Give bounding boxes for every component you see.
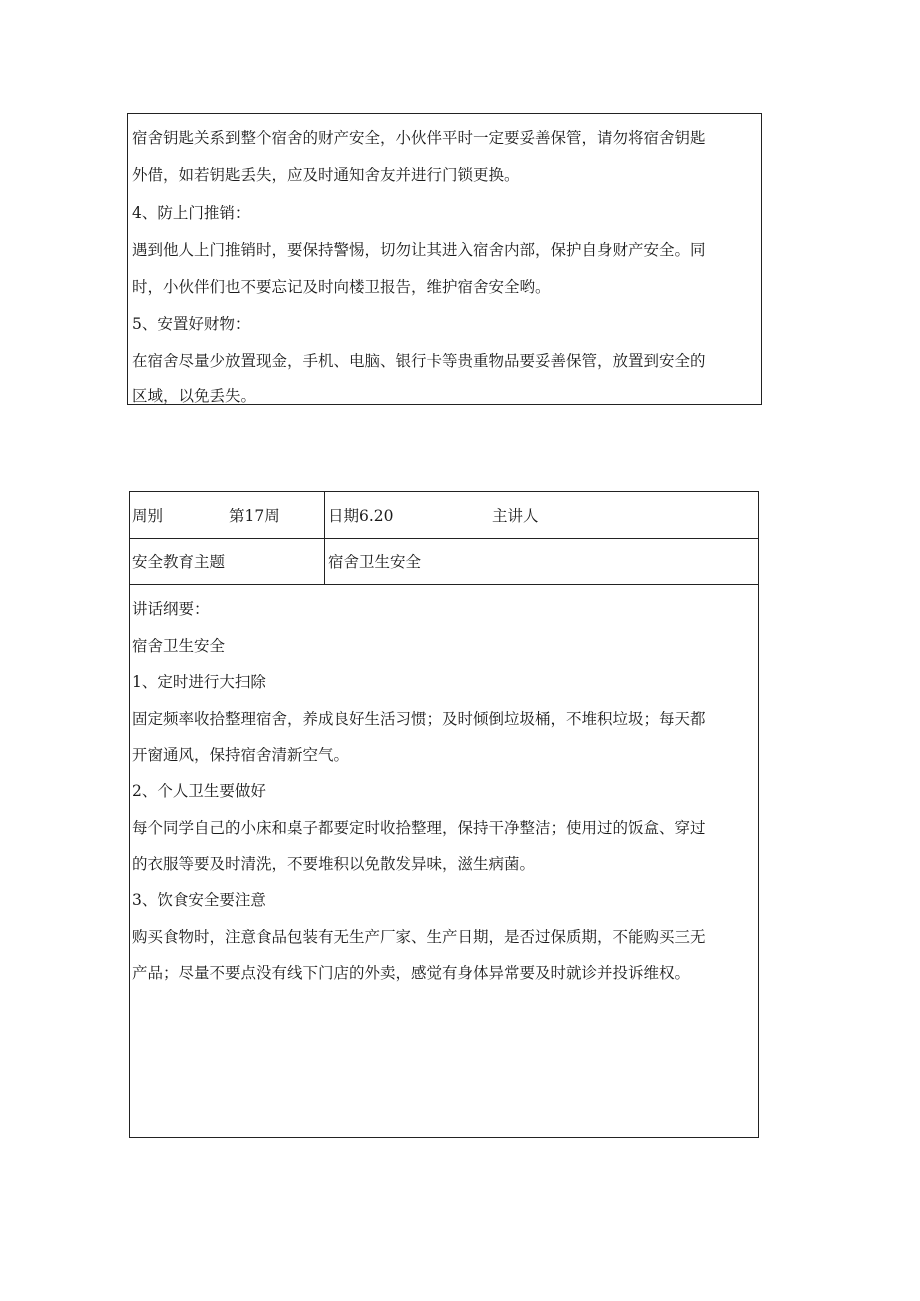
week-label: 周别 (132, 507, 164, 525)
text-line: 时，小伙伴们也不要忘记及时向楼卫报告，维护宿舍安全哟。 (132, 278, 551, 296)
outline-title: 宿舍卫生安全 (132, 637, 226, 655)
speaker-label: 主讲人 (492, 507, 539, 525)
week-value: 第17周 (229, 507, 280, 525)
lesson-table (129, 491, 759, 1138)
row-divider (130, 584, 758, 585)
section-heading: 2、个人卫生要做好 (132, 782, 266, 800)
section-heading: 4、防上门推销： (132, 204, 251, 222)
text-line: 购买食物时，注意食品包装有无生产厂家、生产日期，是否过保质期，不能购买三无 (132, 928, 706, 946)
text-line: 每个同学自己的小床和桌子都要定时收拾整理，保持干净整洁；使用过的饭盒、穿过 (132, 819, 706, 837)
text-line: 遇到他人上门推销时，要保持警惕，切勿让其进入宿舍内部，保护自身财产安全。同 (132, 241, 706, 259)
text-line: 区域，以免丢失。 (132, 387, 257, 405)
text-line: 宿舍钥匙关系到整个宿舍的财产安全，小伙伴平时一定要妥善保管，请勿将宿舍钥匙 (132, 129, 706, 147)
topic-label: 安全教育主题 (132, 553, 226, 571)
section-heading: 1、定时进行大扫除 (132, 673, 266, 691)
section-heading: 5、安置好财物： (132, 315, 251, 333)
column-divider (324, 492, 325, 584)
outline-heading: 讲话纲要： (132, 600, 210, 618)
text-line: 在宿舍尽量少放置现金，手机、电脑、银行卡等贵重物品要妥善保管，放置到安全的 (132, 352, 706, 370)
text-line: 外借，如若钥匙丢失，应及时通知舍友并进行门锁更换。 (132, 166, 520, 184)
text-line: 固定频率收拾整理宿舍，养成良好生活习惯；及时倾倒垃圾桶，不堆积垃圾；每天都 (132, 710, 706, 728)
topic-value: 宿舍卫生安全 (328, 553, 422, 571)
text-line: 产品；尽量不要点没有线下门店的外卖，感觉有身体异常要及时就诊并投诉维权。 (132, 964, 691, 982)
row-divider (130, 538, 758, 539)
text-line: 开窗通风，保持宿舍清新空气。 (132, 746, 350, 764)
text-line: 的衣服等要及时清洗，不要堆积以免散发异味，滋生病菌。 (132, 855, 536, 873)
content-box-1 (127, 113, 762, 405)
date-label: 日期6.20 (328, 507, 394, 525)
section-heading: 3、饮食安全要注意 (132, 891, 266, 909)
